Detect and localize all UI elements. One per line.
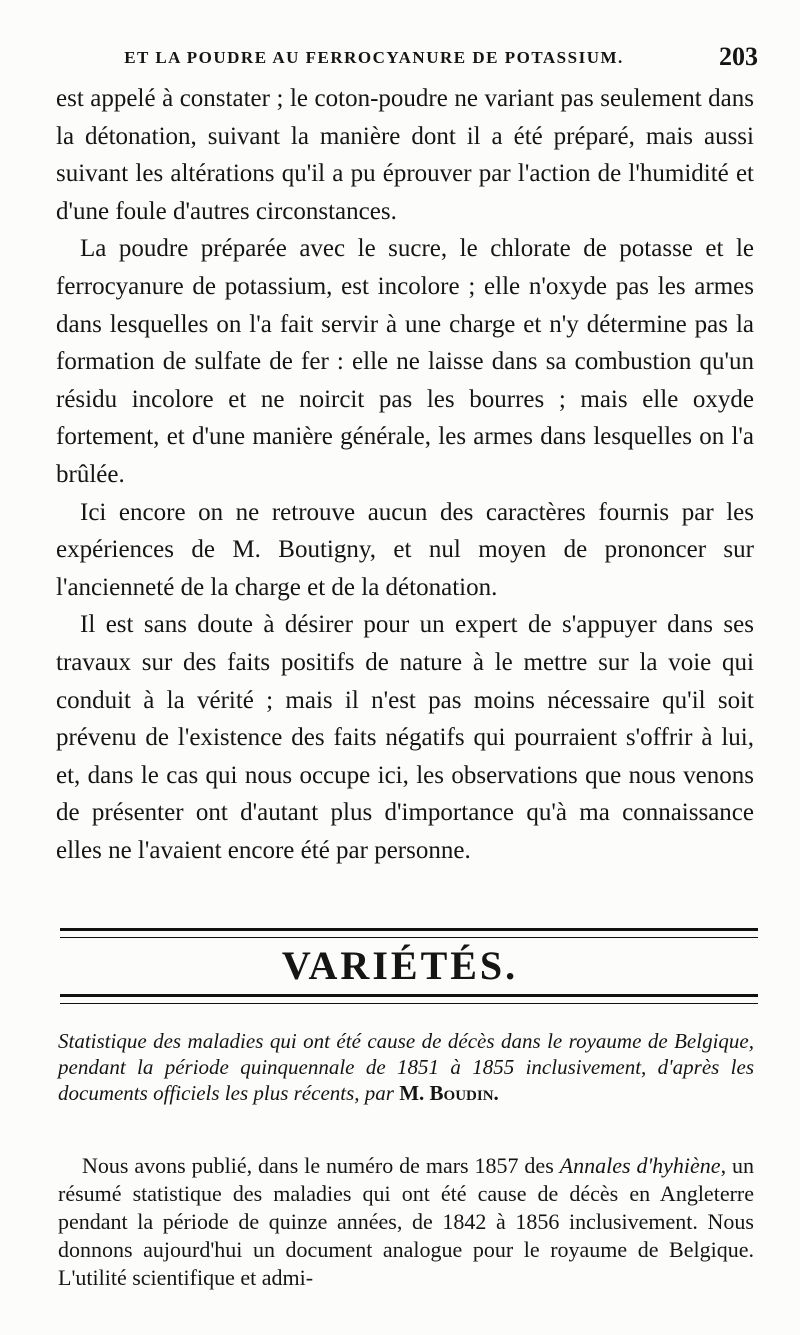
journal-title: Annales d'hyhiène [559,1153,721,1178]
paragraph: Il est sans doute à désirer pour un expert de s'appuyer dans ses travaux sur des faits positifs de nature à le mettre sur la voie qui conduit à la vérité ; mais il n'est pas moins nécessaire qu'il soit prévenu de l'existence des faits négatifs qui pourraient s'offrir à lui, et, dans le cas qui nous occupe ici, les observations que nous venons de présenter ont d'autant plus d'importance qu'à ma connaissance elles ne l'avaient encore été par personne. [56,611,754,864]
article-author: M. Boudin. [399,1081,499,1105]
article-heading [58,1028,754,1106]
page-number: 203 [719,42,758,71]
article-text-start: Nous avons publié, dans le numéro de mars 1857 des [82,1153,560,1178]
paragraph: La poudre préparée avec le sucre, le chlorate de potasse et le ferrocyanure de potassium, est incolore ; elle n'oxyde pas les armes dans lesquelles on l'a fait servir à une charge et n'y détermine pas la formation de sulfate de fer : elle ne laisse dans sa combustion qu'un résidu incolore et ne noircit pas les bourres ; mais elle oxyde fortement, et d'une manière générale, les armes dans lesquelles on l'a brûlée. [56,235,754,488]
paragraph: Ici encore on ne retrouve aucun des caractères fournis par les expériences de M. Boutigny, et nul moyen de prononcer sur l'ancienneté de la charge et de la détonation. [56,498,754,601]
article-text-end: , un résumé statistique des maladies qui ont été cause de décès en Angleterre pendant la période de quinze années, de 1842 à 1856 inclusivement. Nous donnons aujourd'hui un document analogue pour le royaume de Belgique. L'utilité scientifique et admi- [58,1153,754,1290]
article-heading-text: Statistique des maladies qui ont été cause de décès dans le royaume de Belgique, pendant la période quinquennale de 1851 à 1855 inclusivement, d'après les documents officiels les plus récents, par [58,1029,754,1105]
article-body [58,1152,754,1292]
paragraph: est appelé à constater ; le coton-poudre ne variant pas seulement dans la détonation, suivant la manière dont il a été préparé, mais aussi suivant les altérations qu'il a pu éprouver par l'action de l'humidité et d'une foule d'autres circonstances. [56,85,754,225]
main-text [56,80,754,869]
running-title: ET LA POUDRE AU FERROCYANURE DE POTASSIUM. [124,48,624,67]
section-title: VARIÉTÉS. [281,943,519,988]
section-divider-bottom [60,994,758,1004]
section-divider-top [60,928,758,938]
running-head [60,38,758,70]
article-paragraph [58,1152,754,1292]
